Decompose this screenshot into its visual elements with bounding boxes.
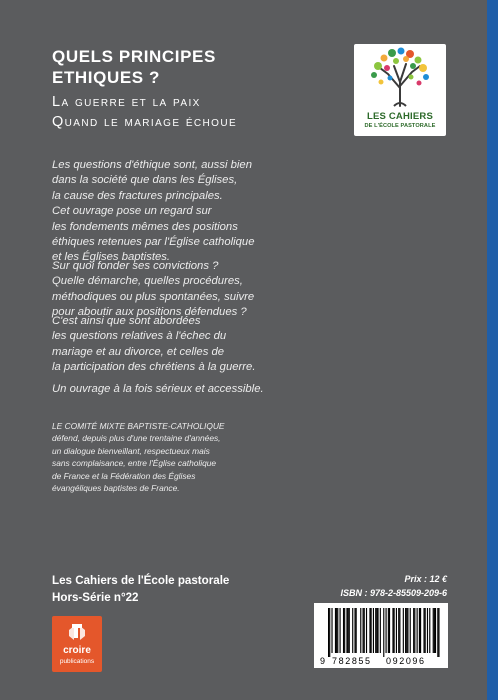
blurb-line: et les Églises baptistes.	[52, 251, 171, 264]
series-logo	[354, 44, 446, 136]
barcode-bar	[383, 608, 384, 657]
barcode-bar	[360, 608, 361, 653]
blurb-line: les fondements mêmes des positions	[52, 220, 238, 233]
committee-note	[52, 420, 272, 494]
barcode-bar	[437, 608, 438, 657]
barcode-bar	[328, 608, 329, 657]
isbn: ISBN : 978-2-85509-209-6	[340, 588, 447, 598]
series-number: Hors-Série n°22	[52, 591, 139, 604]
barcode-bar	[427, 608, 428, 653]
barcode-bar	[396, 608, 397, 653]
blurb-paragraph	[52, 314, 282, 376]
barcode-bar	[380, 608, 381, 653]
barcode-bar	[429, 608, 430, 653]
barcode-bar	[388, 608, 389, 653]
barcode-bar	[399, 608, 400, 653]
committee-line: évangéliques baptistes de France.	[52, 483, 180, 494]
barcode-bar	[343, 608, 344, 653]
barcode-bar	[417, 608, 418, 653]
book-title	[52, 46, 312, 88]
barcode-bar	[337, 608, 338, 653]
barcode-bar	[366, 608, 367, 653]
barcode-bar	[363, 608, 364, 653]
barcode-bar	[433, 608, 434, 653]
edge-strip	[487, 0, 498, 700]
barcode-bar	[423, 608, 424, 653]
publisher-logo	[52, 616, 102, 672]
committee-line: de France et la Fédération des Églises	[52, 470, 196, 481]
barcode-bar	[348, 608, 349, 653]
barcode-bar	[394, 608, 395, 653]
blurb-line: dans la société que dans les Églises,	[52, 174, 238, 187]
logo-subtitle: DE L'ÉCOLE PASTORALE	[364, 123, 436, 129]
committee-line: défend, depuis plus d'une trentaine d'années,	[52, 433, 221, 444]
blurb-line: Les questions d'éthique sont, aussi bien	[52, 159, 252, 171]
barcode-bar	[398, 608, 399, 653]
barcode-right-digits: 092096	[386, 656, 426, 666]
blurb-line: méthodiques ou plus spontanées, suivre	[52, 290, 255, 303]
title-line: QUELS PRINCIPES	[52, 47, 216, 66]
barcode-bar	[405, 608, 406, 653]
barcode-bar	[414, 608, 415, 653]
barcode-bar	[373, 608, 374, 653]
barcode-bar	[376, 608, 377, 653]
blurb-line: pour aboutir aux positions défendues ?	[52, 306, 247, 319]
barcode-icon	[314, 603, 448, 668]
blurb-line: la cause des fractures principales.	[52, 189, 223, 202]
blurb-line: Quelle démarche, quelles procédures,	[52, 275, 243, 288]
barcode-bar	[356, 608, 357, 653]
blurb-paragraph	[52, 259, 282, 321]
barcode-bar	[329, 608, 330, 657]
series-info	[52, 572, 272, 606]
barcode-bar	[364, 608, 365, 653]
barcode-bar	[435, 608, 436, 653]
barcode-bar	[331, 608, 332, 653]
committee-line: un dialogue bienveillant, respectueux mais	[52, 445, 210, 456]
title-line: ETHIQUES ?	[52, 68, 161, 87]
barcode-bar	[371, 608, 372, 653]
barcode-left-digits: 782855	[332, 656, 372, 666]
barcode-bar	[340, 608, 341, 653]
blurb-line: Cet ouvrage pose un regard sur	[52, 205, 212, 218]
barcode-first-digit: 9	[320, 656, 326, 666]
tree-icon	[354, 44, 446, 110]
barcode-bar	[419, 608, 420, 653]
barcode-bar	[420, 608, 421, 653]
barcode-bar	[344, 608, 345, 653]
barcode-bar	[407, 608, 408, 653]
blurb-line: mariage et au divorce, et celles de	[52, 345, 225, 358]
barcode-bar	[375, 608, 376, 653]
barcode-bar	[438, 608, 439, 657]
publisher-name: croire	[63, 645, 91, 656]
committee-line: LE COMITÉ MIXTE BAPTISTE-CATHOLIQUE	[52, 421, 225, 431]
blurb-line: éthiques retenues par l'Église catholique	[52, 236, 255, 249]
logo-title: LES CAHIERS	[366, 111, 434, 122]
barcode-bar	[354, 608, 355, 653]
barcode-bar	[386, 608, 387, 653]
barcode-bar	[413, 608, 414, 653]
barcode-bar	[406, 608, 407, 653]
subtitle-line: Quand le mariage échoue	[52, 114, 238, 130]
series-name: Les Cahiers de l'École pastorale	[52, 574, 230, 587]
barcode-bar	[389, 608, 390, 653]
barcode-bar	[425, 608, 426, 653]
barcode-bar	[352, 608, 353, 653]
barcode-bar	[349, 608, 350, 653]
blurb-line: Sur quoi fonder ses convictions ?	[52, 260, 219, 272]
price: Prix : 12 €	[404, 574, 447, 584]
barcode-bar	[392, 608, 393, 653]
barcode-bar	[336, 608, 337, 653]
publisher-sub: publications	[59, 658, 95, 665]
blurb-paragraph	[52, 158, 282, 266]
barcode-bar	[335, 608, 336, 653]
blurb-line: les questions relatives à l'échec du	[52, 330, 227, 343]
barcode	[314, 603, 448, 668]
committee-line: sans complaisance, entre l'Église catholique	[52, 458, 217, 469]
barcode-bar	[377, 608, 378, 653]
barcode-bar	[410, 608, 411, 653]
blurb-line: C'est ainsi que sont abordées	[52, 315, 201, 327]
barcode-bar	[346, 608, 347, 653]
blurb-line: Un ouvrage à la fois sérieux et accessible.	[52, 383, 264, 395]
barcode-bar	[434, 608, 435, 653]
blurb-paragraph	[52, 382, 282, 397]
barcode-bar	[403, 608, 404, 653]
subtitle-line: La guerre et la paix	[52, 94, 201, 110]
book-subtitle	[52, 92, 332, 132]
croire-logo-icon	[52, 616, 102, 646]
blurb-line: la participation des chrétiens à la guerre.	[52, 361, 256, 374]
barcode-bar	[369, 608, 370, 653]
